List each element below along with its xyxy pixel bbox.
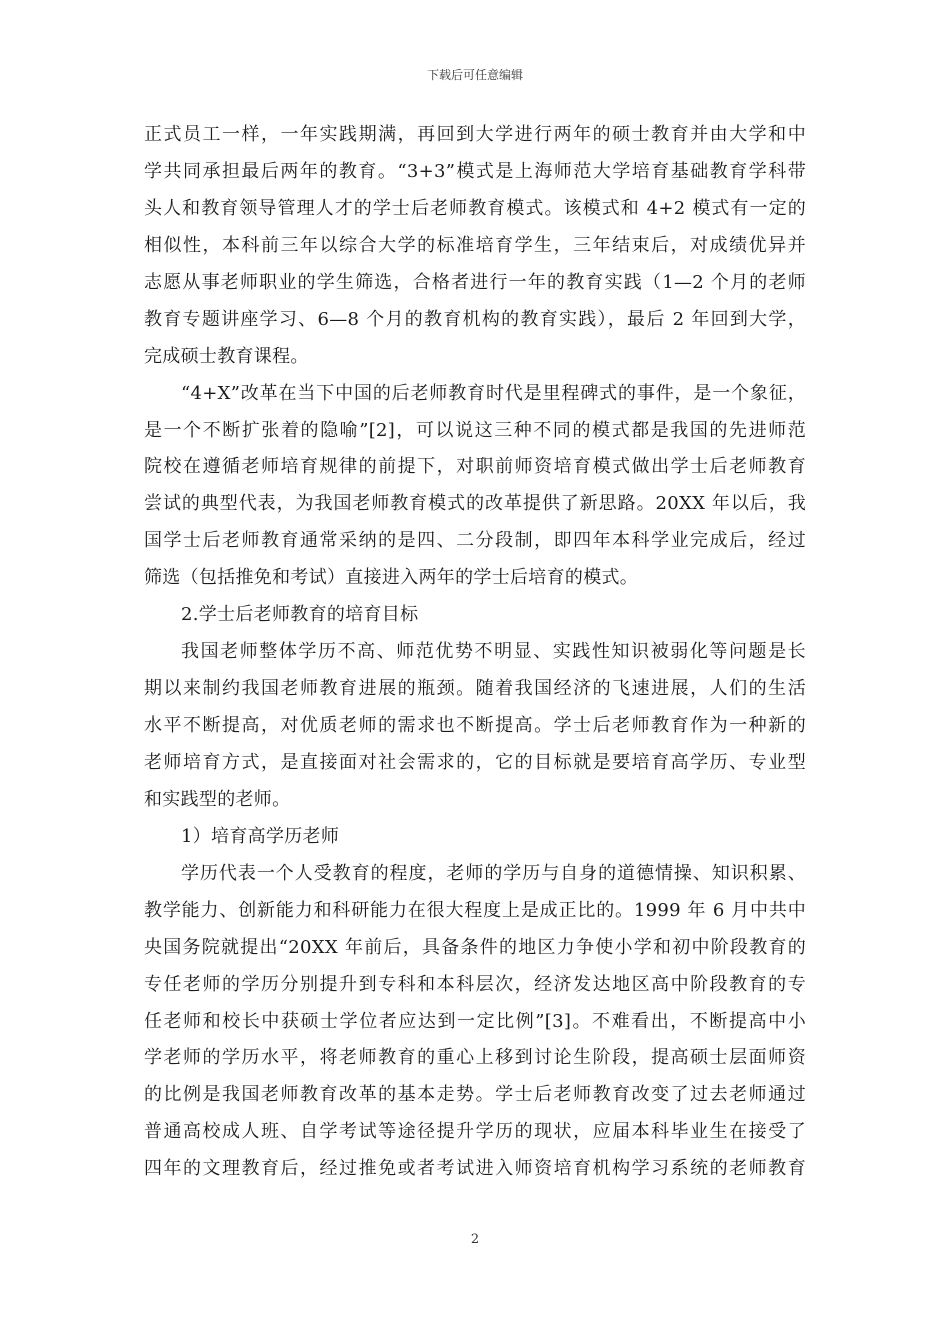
text-line: 志愿从事老师职业的学生筛选，合格者进行一年的教育实践（1—2 个月的老师 <box>144 271 806 293</box>
text-line: 正式员工一样，一年实践期满，再回到大学进行两年的硕士教育并由大学和中 <box>144 124 806 145</box>
text-line: 四年的文理教育后，经过推免或者考试进入师资培育机构学习系统的老师教育 <box>144 1158 806 1180</box>
section-heading: 2.学士后老师教育的培育目标 <box>181 604 419 626</box>
page-header: 下载后可任意编辑 <box>426 68 523 82</box>
text-line: 任老师和校长中获硕士学位者应达到一定比例”[3]。不难看出，不断提高中小 <box>144 1010 806 1032</box>
text-line: 国学士后老师教育通常采纳的是四、二分段制，即四年本科学业完成后，经过 <box>144 530 806 552</box>
text-line: 头人和教育领导管理人才的学士后老师教育模式。该模式和 4+2 模式有一定的 <box>144 197 806 219</box>
text-line: 院校在遵循老师培育规律的前提下，对职前师资培育模式做出学士后老师教育 <box>144 456 806 478</box>
text-line: 的比例是我国老师教育改革的基本走势。学士后老师教育改变了过去老师通过 <box>144 1084 806 1106</box>
text-line: 完成硕士教育课程。 <box>144 345 309 367</box>
text-line: 期以来制约我国老师教育进展的瓶颈。随着我国经济的飞速进展，人们的生活 <box>144 678 806 700</box>
text-line: 尝试的典型代表，为我国老师教育模式的改革提供了新思路。20XX 年以后，我 <box>144 493 806 515</box>
paragraph-first-line: 学历代表一个人受教育的程度，老师的学历与自身的道德情操、知识积累、 <box>181 862 806 884</box>
page-number: 2 <box>470 1232 480 1247</box>
text-line: 筛选（包括推免和考试）直接进入两年的学士后培育的模式。 <box>144 567 639 589</box>
text-line: 教育专题讲座学习、6—8 个月的教育机构的教育实践），最后 2 年回到大学， <box>144 308 806 330</box>
text-line: 和实践型的老师。 <box>144 788 291 810</box>
text-line: 学共同承担最后两年的教育。“3+3”模式是上海师范大学培育基础教育学科带 <box>144 160 806 182</box>
text-line: 水平不断提高，对优质老师的需求也不断提高。学士后老师教育作为一种新的 <box>144 715 806 736</box>
text-line: 是一个不断扩张着的隐喻”[2]，可以说这三种不同的模式都是我国的先进师范 <box>144 419 806 441</box>
text-line: 教学能力、创新能力和科研能力在很大程度上是成正比的。1999 年 6 月中共中 <box>144 899 806 921</box>
text-line: 央国务院就提出“20XX 年前后，具备条件的地区力争使小学和初中阶段教育的 <box>144 936 806 958</box>
text-line: 老师培育方式，是直接面对社会需求的，它的目标就是要培育高学历、专业型 <box>144 751 806 773</box>
paragraph-first-line: “4+X”改革在当下中国的后老师教育时代是里程碑式的事件，是一个象征， <box>181 382 806 404</box>
text-line: 相似性，本科前三年以综合大学的标准培育学生，三年结束后，对成绩优异并 <box>144 234 806 256</box>
text-line: 专任老师的学历分别提升到专科和本科层次，经济发达地区高中阶段教育的专 <box>144 973 806 995</box>
text-line: 学老师的学历水平，将老师教育的重心上移到讨论生阶段，提高硕士层面师资 <box>144 1047 806 1069</box>
subsection-heading: 1）培育高学历老师 <box>181 825 340 847</box>
document-body <box>144 117 806 1188</box>
paragraph-first-line: 我国老师整体学历不高、师范优势不明显、实践性知识被弱化等问题是长 <box>181 641 806 663</box>
text-line: 普通高校成人班、自学考试等途径提升学历的现状，应届本科毕业生在接受了 <box>144 1121 806 1143</box>
